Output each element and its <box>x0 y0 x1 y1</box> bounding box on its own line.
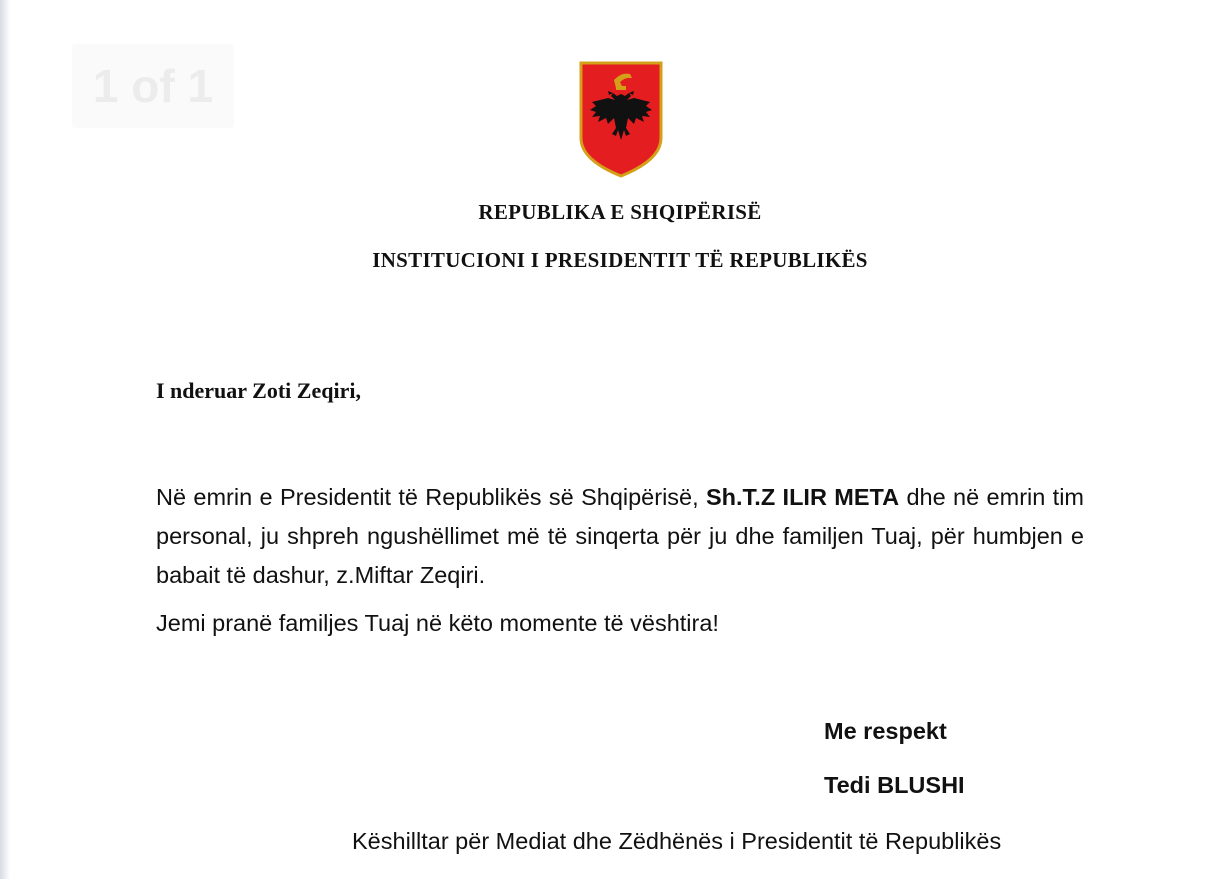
letterhead-country: REPUBLIKA E SHQIPËRISË <box>478 200 762 224</box>
letter-paragraph-1 <box>156 478 1084 595</box>
paragraph-1-start: Në emrin e Presidentit të Republikës së Shqipërisë, <box>156 484 699 510</box>
letter-closing: Me respekt <box>824 718 947 744</box>
page-edge-shadow <box>0 0 10 879</box>
paragraph-1-end: dhe në emrin tim personal, ju shpreh ngushëllimet më të sinqerta për ju dhe familjen Tuaj, për humbjen e babait të dashur, z.Miftar Zeqiri. <box>156 484 1084 588</box>
letterhead-institution: INSTITUCIONI I PRESIDENTIT TË REPUBLIKËS <box>372 248 868 272</box>
page-indicator[interactable]: 1 of 1 <box>72 44 234 128</box>
president-name: Sh.T.Z ILIR META <box>706 484 900 510</box>
letter-paragraph-2: Jemi pranë familjes Tuaj në këto momente të vështira! <box>156 610 719 636</box>
signer-title: Këshilltar për Mediat dhe Zëdhënës i Presidentit të Republikës <box>352 828 1002 854</box>
letter-salutation: I nderuar Zoti Zeqiri, <box>156 378 361 403</box>
coat-of-arms-icon <box>578 60 664 178</box>
signer-name: Tedi BLUSHI <box>824 772 965 798</box>
